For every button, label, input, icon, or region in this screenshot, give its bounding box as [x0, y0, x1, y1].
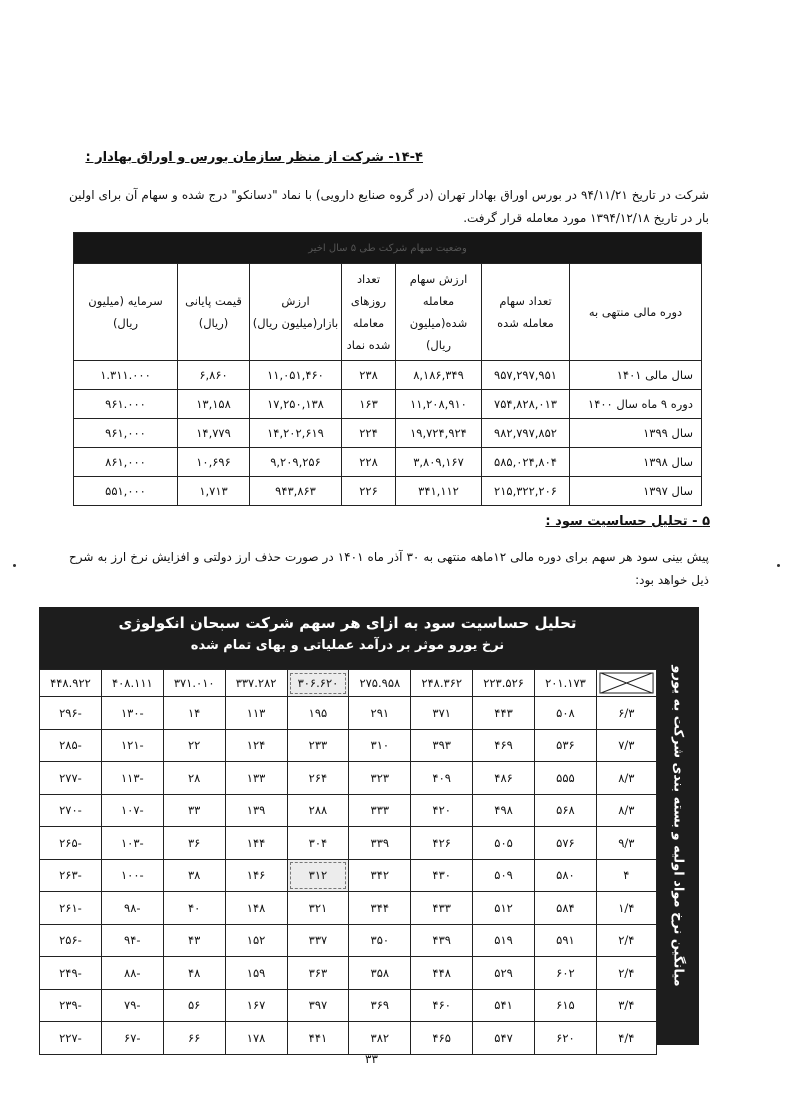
- row-label: سال ۱۳۹۹: [570, 419, 702, 448]
- table-cell: ۳۳۹: [349, 827, 411, 860]
- table-cell: ۴۲۶: [411, 827, 473, 860]
- table-row: [40, 827, 657, 860]
- column-header: ۲۰۱.۱۷۳: [535, 670, 597, 697]
- table-cell: -۱۰۷: [101, 794, 163, 827]
- sensitivity-side-label: میانگین نرخ مواد اولیه و بسته بندی شرکت به یورو: [670, 665, 685, 987]
- table-cell: ۳۹۷: [287, 989, 349, 1022]
- table-cell: -۱۲۱: [101, 729, 163, 762]
- page-number: ۳۳: [365, 1052, 378, 1066]
- table-cell: ۴۹۸: [473, 794, 535, 827]
- table-cell: ۴۰۹: [411, 762, 473, 795]
- section-heading-stock-exchange: ۱۴-۴- شرکت از منظر سازمان بورس و اوراق بهادار :: [85, 150, 423, 165]
- table-cell: ۲۹۱: [349, 697, 411, 730]
- column-header: ۳۳۷.۲۸۲: [225, 670, 287, 697]
- table-row: [40, 957, 657, 990]
- table-cell: ۴۸۶: [473, 762, 535, 795]
- sensitivity-table-subtitle: نرخ یورو موثر بر درآمد عملیاتی و بهای تمام شده: [190, 638, 505, 653]
- table-cell: ۵۴۱: [473, 989, 535, 1022]
- table-cell: ۵۲۹: [473, 957, 535, 990]
- table-cell: ۱۵۹: [225, 957, 287, 990]
- column-header: ۳۷۱.۰۱۰: [163, 670, 225, 697]
- table-cell: ۴۶۵: [411, 1022, 473, 1055]
- table-cell: ۶۶: [163, 1022, 225, 1055]
- table-cell: ۵۷۶: [535, 827, 597, 860]
- table-cell: -۹۴: [101, 924, 163, 957]
- crossed-corner-cell: [596, 670, 656, 697]
- table-row: [74, 448, 702, 477]
- table-row: [40, 729, 657, 762]
- row-label: سال ۱۳۹۸: [570, 448, 702, 477]
- table-cell: ۳۴۲: [349, 859, 411, 892]
- scan-speck: [777, 564, 780, 567]
- table-cell: ۲۳۳: [287, 729, 349, 762]
- table-cell: -۲۹۶: [40, 697, 102, 730]
- table-cell: ۴۴۳: [473, 697, 535, 730]
- table-row: [40, 1022, 657, 1055]
- column-header: ۲۲۳.۵۲۶: [473, 670, 535, 697]
- row-label: ۲/۴: [596, 924, 656, 957]
- column-header: ۴۴۸.۹۲۲: [40, 670, 102, 697]
- table-cell: -۲۶۵: [40, 827, 102, 860]
- table-cell: ۵۶: [163, 989, 225, 1022]
- table-cell: ۷۵۴,۸۲۸,۰۱۳: [482, 390, 570, 419]
- table-cell: ۱۴۶: [225, 859, 287, 892]
- table-cell: -۸۸: [101, 957, 163, 990]
- table-cell: ۴۸: [163, 957, 225, 990]
- table-cell: ۵۵۱,۰۰۰: [74, 477, 178, 506]
- table-cell: ۱۱,۰۵۱,۴۶۰: [250, 361, 342, 390]
- table-cell: ۲۶۴: [287, 762, 349, 795]
- table-cell: ۴۴۱: [287, 1022, 349, 1055]
- row-label: ۶/۳: [596, 697, 656, 730]
- table-cell: ۹۸۲,۷۹۷,۸۵۲: [482, 419, 570, 448]
- table-cell: ۹۵۷,۲۹۷,۹۵۱: [482, 361, 570, 390]
- table-cell: ۳۳۳: [349, 794, 411, 827]
- table-cell: ۵۶۸: [535, 794, 597, 827]
- table-cell: -۷۹: [101, 989, 163, 1022]
- table-cell: ۲۳۸: [342, 361, 396, 390]
- table-cell: ۵۹۱: [535, 924, 597, 957]
- table-cell: ۱۷۸: [225, 1022, 287, 1055]
- section-heading-sensitivity: ۵ - تحلیل حساسیت سود :: [545, 514, 710, 529]
- table-cell: ۱۶۳: [342, 390, 396, 419]
- row-label: ۲/۴: [596, 957, 656, 990]
- table-cell: ۵۵۵: [535, 762, 597, 795]
- table-cell: ۲۱۵,۳۲۲,۲۰۶: [482, 477, 570, 506]
- table-cell: ۲۸۸: [287, 794, 349, 827]
- table-cell: -۲۲۷: [40, 1022, 102, 1055]
- table-cell: ۱۹۵: [287, 697, 349, 730]
- table-cell: ۵۰۸: [535, 697, 597, 730]
- table-cell: ۱۶۷: [225, 989, 287, 1022]
- table-cell: ۱۲۴: [225, 729, 287, 762]
- header-row: [40, 670, 657, 697]
- table-row: [74, 390, 702, 419]
- table-cell: ۶۱۵: [535, 989, 597, 1022]
- table-cell: ۳۷۱: [411, 697, 473, 730]
- table-cell: ۵۱۹: [473, 924, 535, 957]
- table-cell: ۴۳: [163, 924, 225, 957]
- table-cell: ۴۰: [163, 892, 225, 925]
- table-cell: -۲۷۰: [40, 794, 102, 827]
- column-header: ارزش بازار(میلیون ریال): [250, 264, 342, 361]
- table-cell: -۲۷۷: [40, 762, 102, 795]
- table-cell: ۱۱,۲۰۸,۹۱۰: [396, 390, 482, 419]
- row-label: ۷/۳: [596, 729, 656, 762]
- table-cell: ۵۴۷: [473, 1022, 535, 1055]
- table-cell: ۳۸: [163, 859, 225, 892]
- table-cell: ۳۲۳: [349, 762, 411, 795]
- table-row: [40, 859, 657, 892]
- stock-history-table: [73, 232, 702, 506]
- table-cell: ۱۴۸: [225, 892, 287, 925]
- table-cell: ۴۳۹: [411, 924, 473, 957]
- table-cell: ۳۶۳: [287, 957, 349, 990]
- table-cell: ۵۰۹: [473, 859, 535, 892]
- table-cell: ۳۶: [163, 827, 225, 860]
- table-cell: ۹۴۳,۸۶۳: [250, 477, 342, 506]
- column-header: سرمایه (میلیون ریال): [74, 264, 178, 361]
- table-cell: ۱۳۹: [225, 794, 287, 827]
- table-cell: ۳۵۸: [349, 957, 411, 990]
- table-cell: -۹۸: [101, 892, 163, 925]
- table-cell: -۶۷: [101, 1022, 163, 1055]
- row-label: ۸/۳: [596, 762, 656, 795]
- table-cell: ۳۱۰: [349, 729, 411, 762]
- table-cell: ۲۲۶: [342, 477, 396, 506]
- table-cell: ۴۶۹: [473, 729, 535, 762]
- table-row: [40, 794, 657, 827]
- table-cell: -۱۳۰: [101, 697, 163, 730]
- column-header: ۲۴۸.۳۶۲: [411, 670, 473, 697]
- row-label: ۳/۴: [596, 989, 656, 1022]
- table-cell: ۳۴۱,۱۱۲: [396, 477, 482, 506]
- column-header: دوره مالی منتهی به: [570, 264, 702, 361]
- table-cell: ۲۲۴: [342, 419, 396, 448]
- column-header: ارزش سهام معامله شده(میلیون ریال): [396, 264, 482, 361]
- table-cell: ۱۹,۷۲۴,۹۲۴: [396, 419, 482, 448]
- row-label: ۸/۳: [596, 794, 656, 827]
- table-row: [40, 892, 657, 925]
- table-cell: ۶۰۲: [535, 957, 597, 990]
- table-cell: ۵۸۰: [535, 859, 597, 892]
- column-header: تعداد سهام معامله شده: [482, 264, 570, 361]
- table-cell: ۱۴۴: [225, 827, 287, 860]
- table-band: وضعیت سهام شرکت طی ۵ سال اخیر: [74, 233, 702, 264]
- table-cell: ۱۳,۱۵۸: [178, 390, 250, 419]
- column-header: قیمت پایانی (ریال): [178, 264, 250, 361]
- table-cell: -۲۸۵: [40, 729, 102, 762]
- row-label: ۱/۴: [596, 892, 656, 925]
- row-label: ۴/۴: [596, 1022, 656, 1055]
- row-label: ۹/۳: [596, 827, 656, 860]
- table-row: [40, 762, 657, 795]
- row-label: سال مالی ۱۴۰۱: [570, 361, 702, 390]
- sensitivity-table-block: [39, 607, 699, 1045]
- table-cell: ۴۳۳: [411, 892, 473, 925]
- table-cell: ۳۱۲: [287, 859, 349, 892]
- table-cell: ۳۳۷: [287, 924, 349, 957]
- sensitivity-table-title: تحلیل حساسیت سود به ازای هر سهم شرکت سبحان انکولوژی: [118, 614, 577, 632]
- table-cell: ۱۵۲: [225, 924, 287, 957]
- table-cell: -۲۴۹: [40, 957, 102, 990]
- table-cell: ۱۷,۲۵۰,۱۳۸: [250, 390, 342, 419]
- column-header: ۳۰۶.۶۲۰: [287, 670, 349, 697]
- table-cell: ۱۴,۷۷۹: [178, 419, 250, 448]
- table-cell: ۲۲۸: [342, 448, 396, 477]
- table-row: [74, 477, 702, 506]
- table-cell: ۴۴۸: [411, 957, 473, 990]
- table-cell: ۸۶۱,۰۰۰: [74, 448, 178, 477]
- table-cell: ۵۸۵,۰۲۴,۸۰۴: [482, 448, 570, 477]
- table-cell: ۱.۳۱۱.۰۰۰: [74, 361, 178, 390]
- sensitivity-side-label-band: [656, 607, 699, 1045]
- table-cell: ۶۲۰: [535, 1022, 597, 1055]
- table-cell: ۳۶۹: [349, 989, 411, 1022]
- table-cell: ۱۴: [163, 697, 225, 730]
- section-paragraph-sensitivity: پیش بینی سود هر سهم برای دوره مالی ۱۲ماهه منتهی به ۳۰ آذر ماه ۱۴۰۱ در صورت حذف ارز دولتی و افزایش نرخ ارز به شرح ذیل خواهد بود:: [69, 550, 710, 587]
- table-cell: ۳۸۲: [349, 1022, 411, 1055]
- table-cell: ۲۲: [163, 729, 225, 762]
- table-cell: ۵۰۵: [473, 827, 535, 860]
- table-cell: -۲۶۱: [40, 892, 102, 925]
- table-cell: ۳۴۴: [349, 892, 411, 925]
- table-cell: ۱۰,۶۹۶: [178, 448, 250, 477]
- table-row: [74, 361, 702, 390]
- table-cell: -۱۱۳: [101, 762, 163, 795]
- table-cell: -۱۰۰: [101, 859, 163, 892]
- table-cell: ۳۰۴: [287, 827, 349, 860]
- table-cell: ۴۶۰: [411, 989, 473, 1022]
- table-cell: ۹۶۱,۰۰۰: [74, 419, 178, 448]
- table-cell: ۵۳۶: [535, 729, 597, 762]
- table-cell: ۹,۲۰۹,۲۵۶: [250, 448, 342, 477]
- table-cell: -۲۵۶: [40, 924, 102, 957]
- table-cell: ۳,۸۰۹,۱۶۷: [396, 448, 482, 477]
- table-row: [74, 419, 702, 448]
- column-header: ۴۰۸.۱۱۱: [101, 670, 163, 697]
- scan-speck: [13, 564, 16, 567]
- table-row: [40, 924, 657, 957]
- table-cell: ۱۱۳: [225, 697, 287, 730]
- row-label: دوره ۹ ماه سال ۱۴۰۰: [570, 390, 702, 419]
- table-cell: ۹۶۱.۰۰۰: [74, 390, 178, 419]
- table-cell: ۱,۷۱۳: [178, 477, 250, 506]
- table-cell: ۳۵۰: [349, 924, 411, 957]
- section-paragraph-stock-exchange: شرکت در تاریخ ۹۴/۱۱/۲۱ در بورس اوراق بهادار تهران (در گروه صنایع دارویی) با نماد "دسانکو" درج شده و سهام آن برای اولین بار در تاریخ ۱۳۹۴/۱۲/۱۸ مورد معامله قرار گرفت.: [69, 188, 709, 225]
- table-cell: ۴۲۰: [411, 794, 473, 827]
- table-cell: ۴۳۰: [411, 859, 473, 892]
- table-cell: ۱۴,۲۰۲,۶۱۹: [250, 419, 342, 448]
- table-cell: ۱۳۳: [225, 762, 287, 795]
- table-row: [40, 697, 657, 730]
- table-cell: ۳۹۳: [411, 729, 473, 762]
- table-cell: ۲۸: [163, 762, 225, 795]
- sensitivity-table-banner: [39, 607, 656, 669]
- table-cell: -۱۰۳: [101, 827, 163, 860]
- table-row: [40, 989, 657, 1022]
- column-header: تعداد روزهای معامله شده نماد: [342, 264, 396, 361]
- table-cell: ۳۲۱: [287, 892, 349, 925]
- table-cell: ۳۳: [163, 794, 225, 827]
- table-cell: ۸,۱۸۶,۳۴۹: [396, 361, 482, 390]
- table-cell: -۲۶۳: [40, 859, 102, 892]
- table-cell: -۲۳۹: [40, 989, 102, 1022]
- table-cell: ۶,۸۶۰: [178, 361, 250, 390]
- row-label: ۴: [596, 859, 656, 892]
- sensitivity-table: [39, 669, 657, 1055]
- table-cell: ۵۱۲: [473, 892, 535, 925]
- row-label: سال ۱۳۹۷: [570, 477, 702, 506]
- column-header: ۲۷۵.۹۵۸: [349, 670, 411, 697]
- table-cell: ۵۸۴: [535, 892, 597, 925]
